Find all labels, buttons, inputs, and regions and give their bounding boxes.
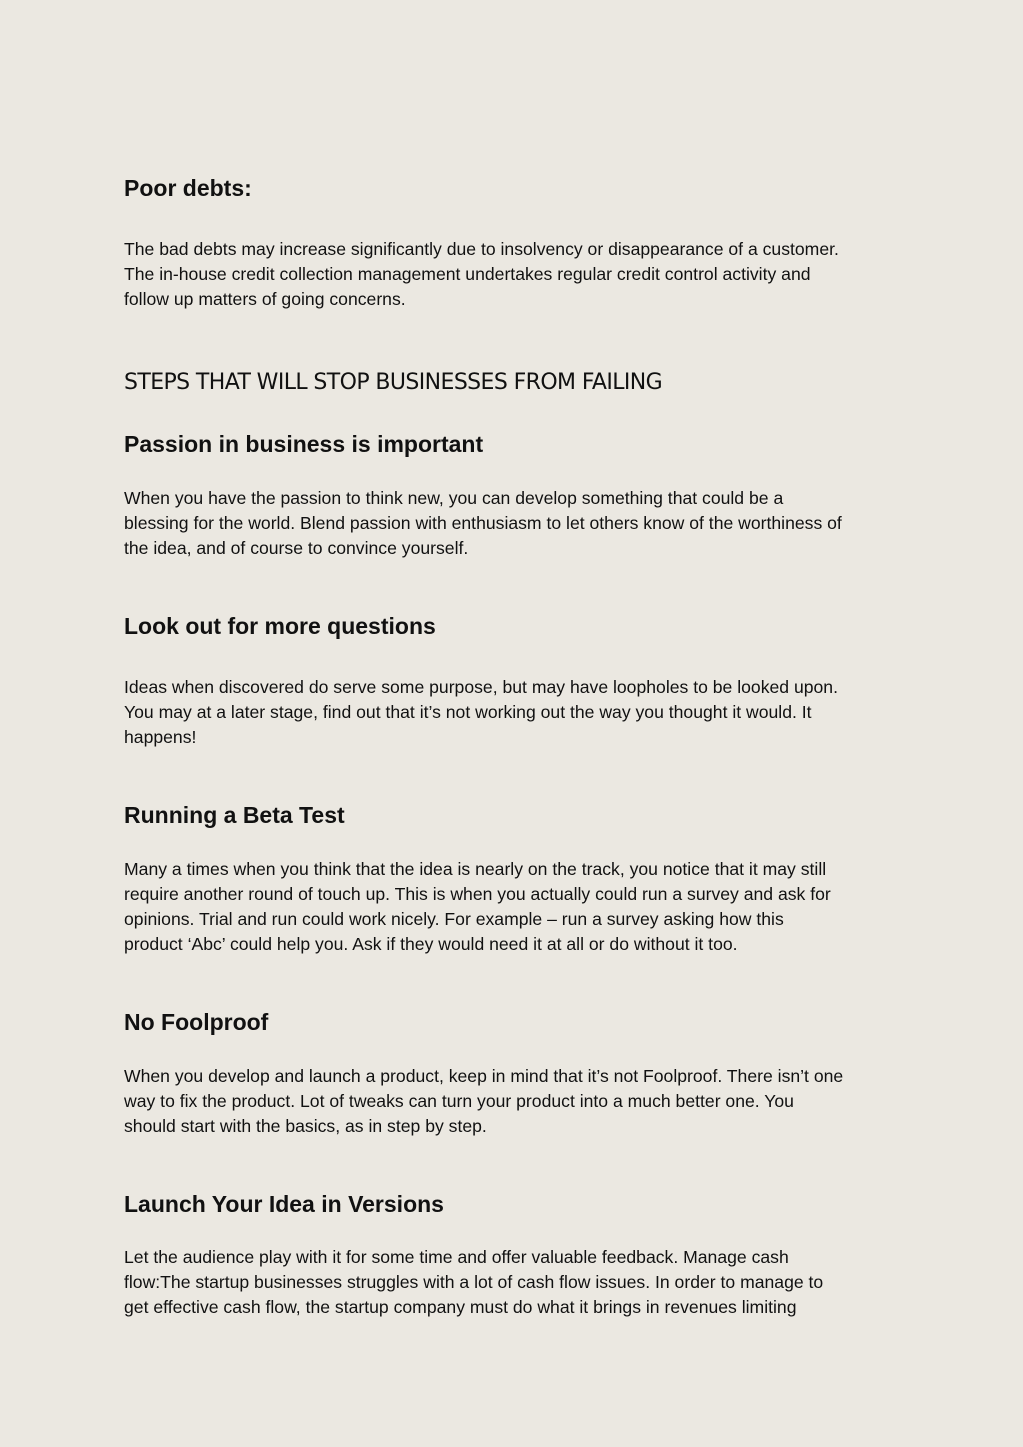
paragraph-line: You may at a later stage, find out that it’s not working out the way you thought it would. It bbox=[124, 702, 812, 722]
paragraph-line: require another round of touch up. This is when you actually could run a survey and ask for bbox=[124, 884, 831, 904]
section-title: STEPS THAT WILL STOP BUSINESSES FROM FAILING bbox=[124, 370, 663, 395]
heading-foolproof: No Foolproof bbox=[124, 1009, 269, 1035]
paragraph-line: When you develop and launch a product, keep in mind that it’s not Foolproof. There isn’t one bbox=[124, 1066, 844, 1086]
paragraph-questions bbox=[124, 675, 838, 750]
heading-versions: Launch Your Idea in Versions bbox=[124, 1191, 444, 1217]
paragraph-line: follow up matters of going concerns. bbox=[124, 289, 406, 309]
paragraph-line: The in-house credit collection management undertakes regular credit control activity and bbox=[124, 264, 811, 284]
paragraph-line: product ‘Abc’ could help you. Ask if they would need it at all or do without it too. bbox=[124, 934, 738, 954]
paragraph-line: Ideas when discovered do serve some purpose, but may have loopholes to be looked upon. bbox=[124, 677, 838, 697]
paragraph-line: get effective cash flow, the startup company must do what it brings in revenues limiting bbox=[124, 1297, 797, 1317]
paragraph-passion bbox=[124, 486, 842, 561]
heading-poor-debts: Poor debts: bbox=[124, 175, 252, 201]
heading-questions: Look out for more questions bbox=[124, 613, 436, 639]
paragraph-line: should start with the basics, as in step by step. bbox=[124, 1116, 487, 1136]
heading-passion: Passion in business is important bbox=[124, 431, 484, 457]
paragraph-line: blessing for the world. Blend passion with enthusiasm to let others know of the worthiness of bbox=[124, 513, 842, 533]
paragraph-line: flow:The startup businesses struggles with a lot of cash flow issues. In order to manage to bbox=[124, 1272, 824, 1292]
paragraph-line: the idea, and of course to convince yourself. bbox=[124, 538, 469, 558]
paragraph-line: happens! bbox=[124, 727, 197, 747]
paragraph-line: The bad debts may increase significantly due to insolvency or disappearance of a customer. bbox=[124, 239, 839, 259]
paragraph-line: When you have the passion to think new, you can develop something that could be a bbox=[124, 488, 784, 508]
paragraph-line: way to fix the product. Lot of tweaks can turn your product into a much better one. You bbox=[124, 1091, 794, 1111]
paragraph-line: opinions. Trial and run could work nicely. For example – run a survey asking how this bbox=[124, 909, 784, 929]
paragraph-line: Many a times when you think that the idea is nearly on the track, you notice that it may still bbox=[124, 859, 827, 879]
paragraph-beta-test bbox=[124, 857, 831, 957]
paragraph-line: Let the audience play with it for some time and offer valuable feedback. Manage cash bbox=[124, 1247, 789, 1267]
paragraph-versions bbox=[124, 1245, 823, 1320]
paragraph-poor-debts bbox=[124, 237, 839, 312]
paragraph-foolproof bbox=[124, 1064, 843, 1139]
heading-beta-test: Running a Beta Test bbox=[124, 802, 345, 828]
